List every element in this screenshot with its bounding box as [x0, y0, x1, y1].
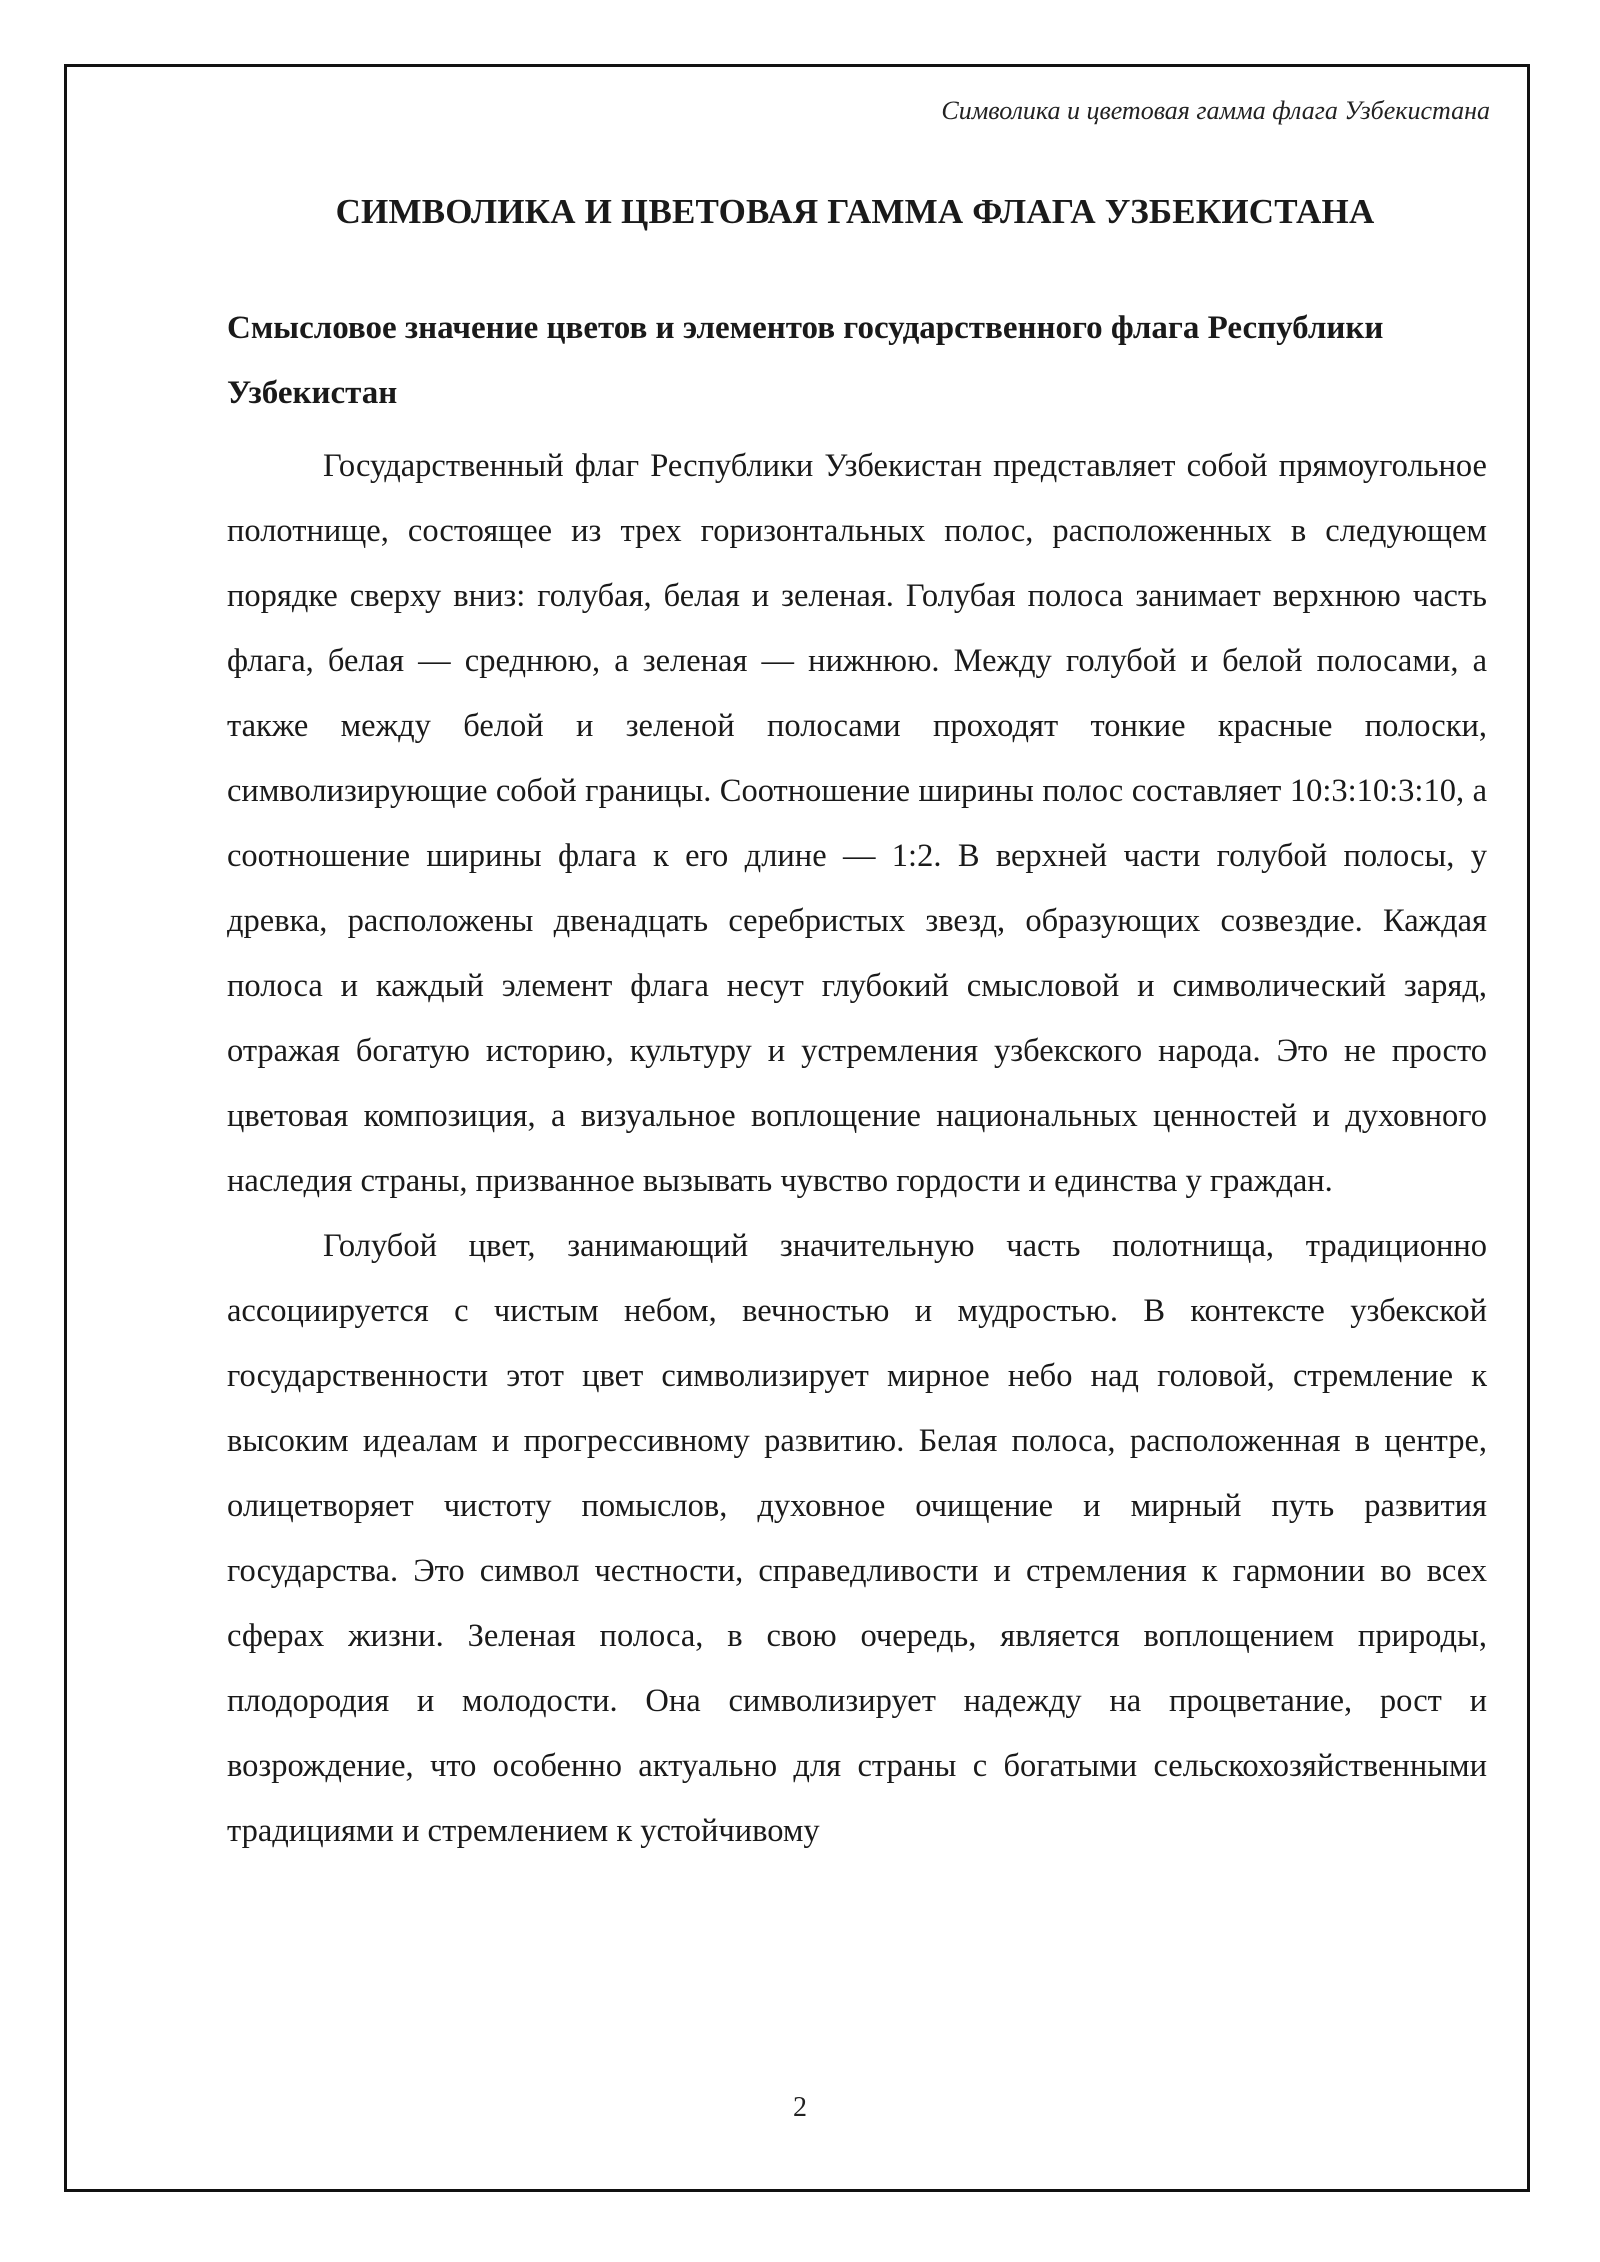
page-number: 2 — [793, 2092, 807, 2123]
paragraph: Голубой цвет, занимающий значительную часть полотнища, традиционно ассоциируется с чистым небом, вечностью и мудростью. В контексте узбекской государственности этот цвет символизирует мирное небо над головой, стремление к высоким идеалам и прогрессивному развитию. Белая полоса, расположенная в центре, олицетворяет чистоту помыслов, духовное очищение и мирный путь развития государства. Это символ честности, справедливости и стремления к гармонии во всех сферах жизни. Зеленая полоса, в свою очередь, является воплощением природы, плодородия и молодости. Она символизирует надежду на процветание, рост и возрождение, что особенно актуально для страны с богатыми сельскохозяйственными традициями и стремлением к устойчивому — [227, 1228, 1487, 1849]
page-title: СИМВОЛИКА И ЦВЕТОВАЯ ГАММА ФЛАГА УЗБЕКИСТАНА — [335, 192, 1375, 231]
paragraph: Государственный флаг Республики Узбекистан представляет собой прямоугольное полотнище, состоящее из трех горизонтальных полос, расположенных в следующем порядке сверху вниз: голубая, белая и зеленая. Голубая полоса занимает верхнюю часть флага, белая — среднюю, а зеленая — нижнюю. Между голубой и белой полосами, а также между белой и зеленой полосами проходят тонкие красные полоски, символизирующие собой границы. Соотношение ширины полос составляет 10:3:10:3:10, а соотношение ширины флага к его длине — 1:2. В верхней части голубой полосы, у древка, расположены двенадцать серебристых звезд, образующих созвездие. Каждая полоса и каждый элемент флага несут глубокий смысловой и символический заряд, отражая богатую историю, культуру и устремления узбекского народа. Это не просто цветовая композиция, а визуальное воплощение национальных ценностей и духовного наследия страны, призванное вызывать чувство гордости и единства у граждан. — [227, 448, 1487, 1199]
running-header: Символика и цветовая гамма флага Узбекистана — [941, 96, 1490, 125]
section-heading: Смысловое значение цветов и элементов государственного флага Республики Узбекистан — [227, 310, 1384, 411]
body-text — [227, 434, 1487, 1864]
